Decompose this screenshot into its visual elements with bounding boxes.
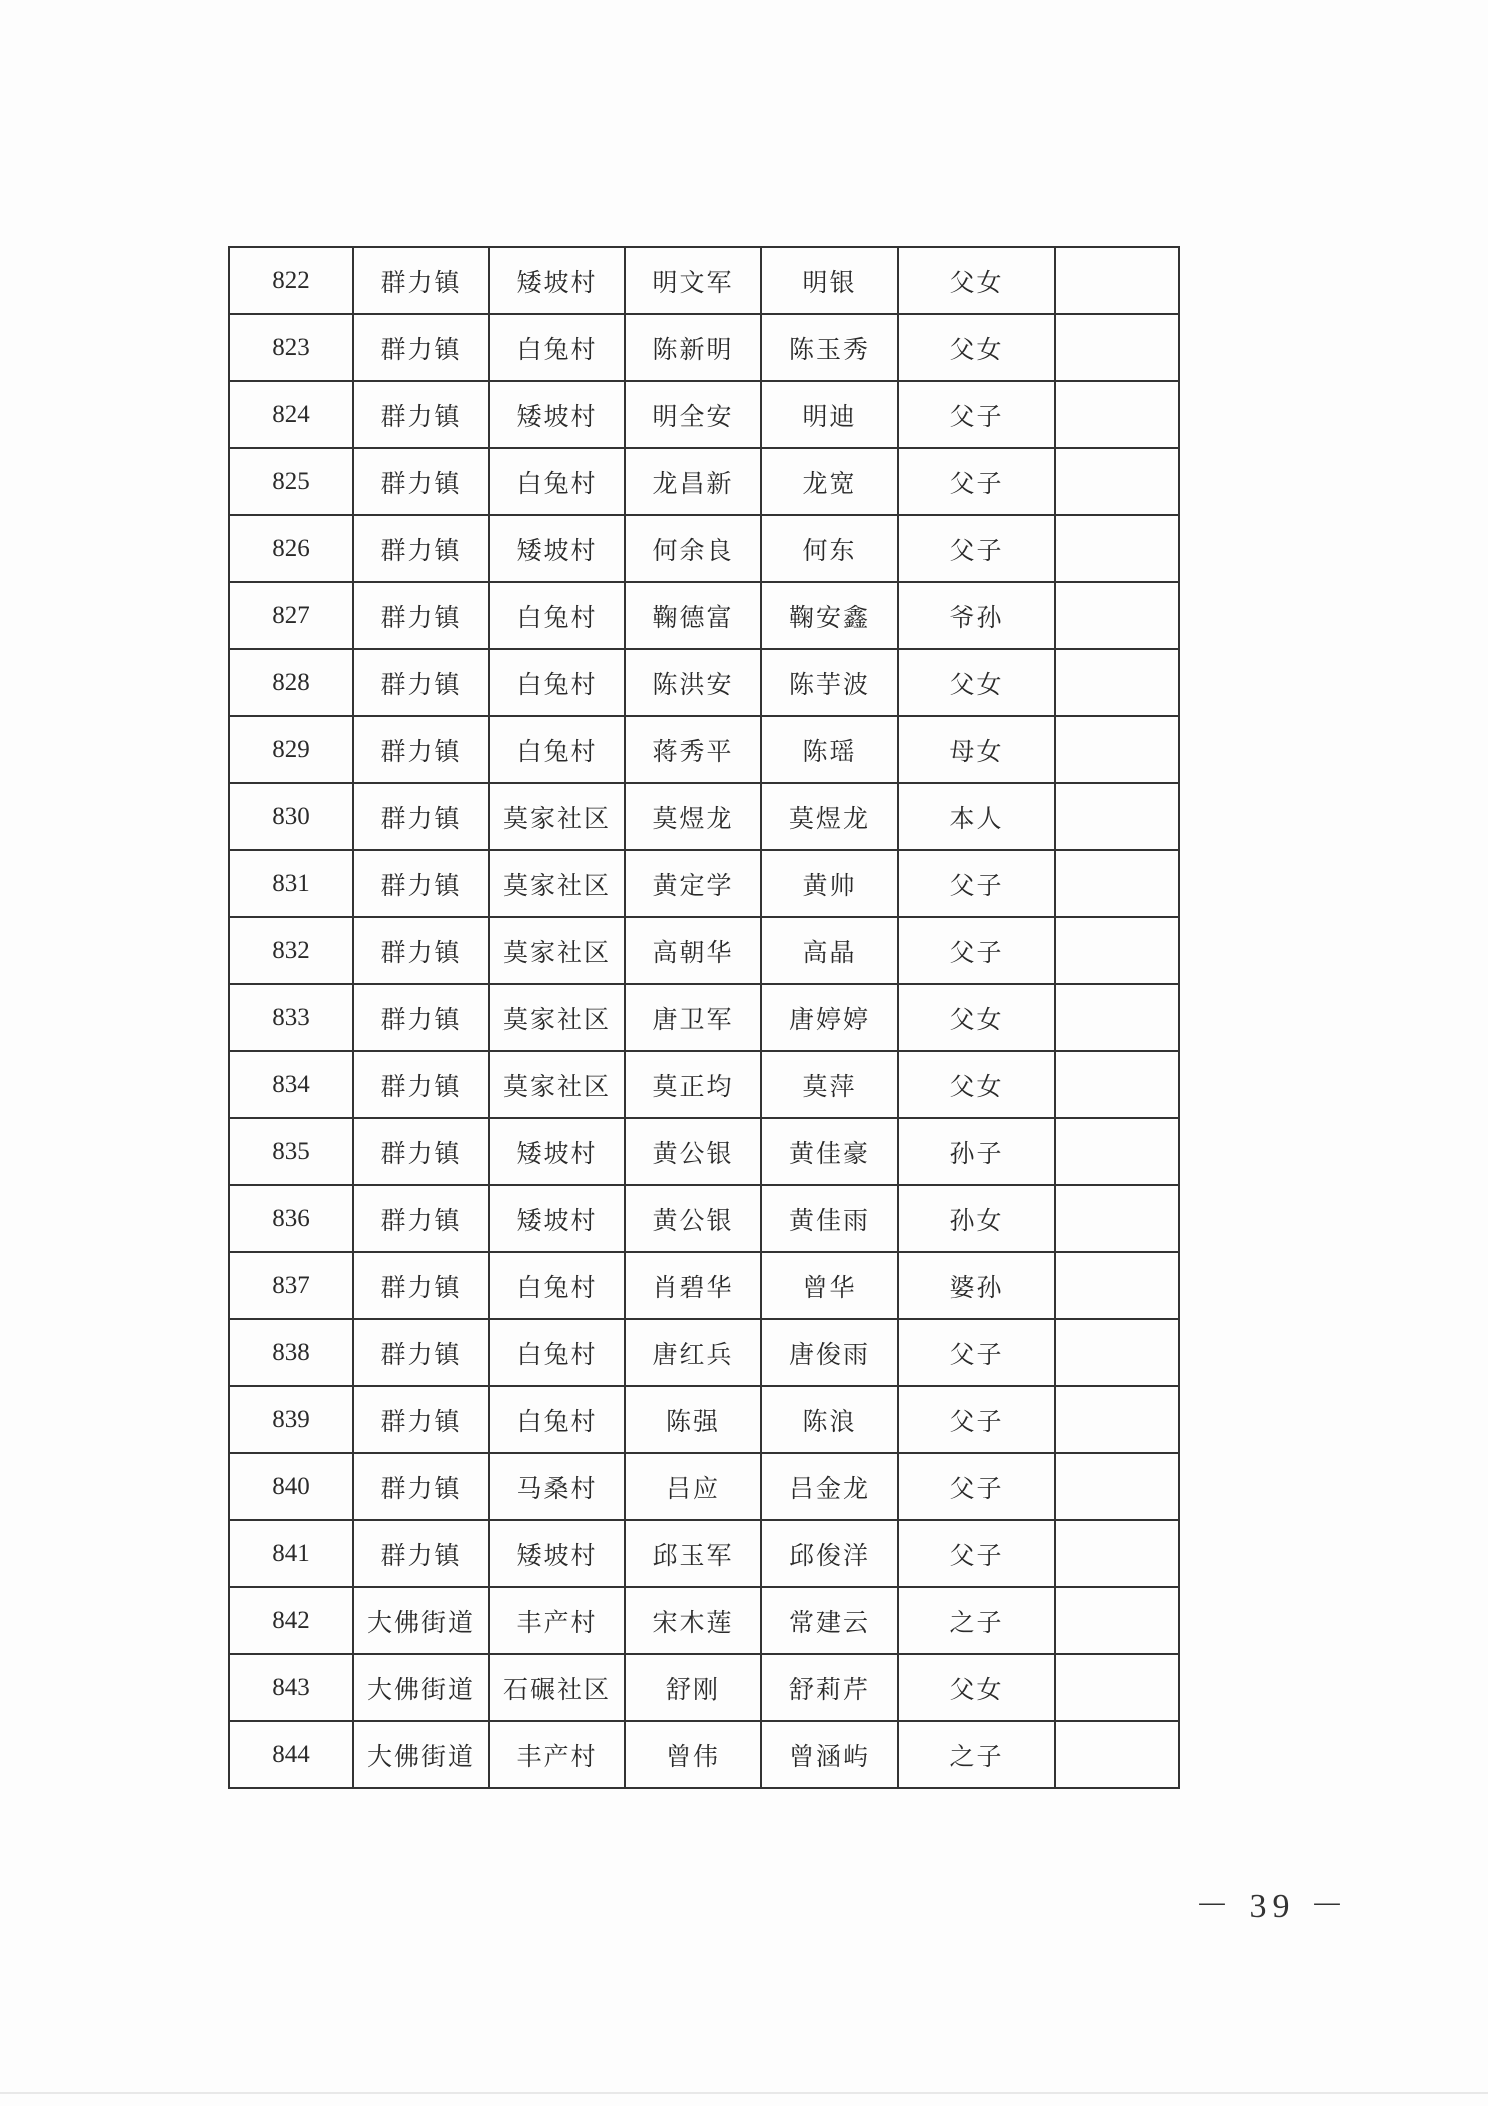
town-cell: 群力镇 [353, 582, 489, 649]
row-number-cell: 823 [229, 314, 353, 381]
remark-cell [1055, 1118, 1179, 1185]
relationship-cell: 父女 [898, 247, 1055, 314]
beneficiary-cell: 邱俊洋 [761, 1520, 898, 1587]
row-number-cell: 844 [229, 1721, 353, 1788]
village-cell: 莫家社区 [489, 783, 625, 850]
relationship-cell: 本人 [898, 783, 1055, 850]
relationship-cell: 孙女 [898, 1185, 1055, 1252]
remark-cell [1055, 381, 1179, 448]
relationship-cell: 父女 [898, 1654, 1055, 1721]
town-cell: 群力镇 [353, 515, 489, 582]
town-cell: 大佛街道 [353, 1721, 489, 1788]
table-row [229, 1185, 1179, 1252]
table-row [229, 850, 1179, 917]
town-cell: 群力镇 [353, 984, 489, 1051]
table-row [229, 1721, 1179, 1788]
applicant-cell: 邱玉军 [625, 1520, 761, 1587]
relationship-cell: 父子 [898, 1386, 1055, 1453]
row-number-cell: 836 [229, 1185, 353, 1252]
row-number-cell: 825 [229, 448, 353, 515]
town-cell: 群力镇 [353, 716, 489, 783]
remark-cell [1055, 1319, 1179, 1386]
town-cell: 群力镇 [353, 448, 489, 515]
table-row [229, 984, 1179, 1051]
applicant-cell: 宋木莲 [625, 1587, 761, 1654]
village-cell: 石碾社区 [489, 1654, 625, 1721]
row-number-cell: 830 [229, 783, 353, 850]
remark-cell [1055, 649, 1179, 716]
row-number-cell: 829 [229, 716, 353, 783]
row-number-cell: 841 [229, 1520, 353, 1587]
village-cell: 白兔村 [489, 314, 625, 381]
town-cell: 群力镇 [353, 783, 489, 850]
village-cell: 白兔村 [489, 716, 625, 783]
page-number: － 39 － [1195, 1888, 1350, 1925]
beneficiary-cell: 舒莉芹 [761, 1654, 898, 1721]
remark-cell [1055, 515, 1179, 582]
remark-cell [1055, 1587, 1179, 1654]
applicant-cell: 莫正均 [625, 1051, 761, 1118]
roster-table [228, 246, 1180, 1789]
town-cell: 群力镇 [353, 314, 489, 381]
beneficiary-cell: 黄佳豪 [761, 1118, 898, 1185]
row-number-cell: 824 [229, 381, 353, 448]
relationship-cell: 孙子 [898, 1118, 1055, 1185]
table-row [229, 448, 1179, 515]
applicant-cell: 龙昌新 [625, 448, 761, 515]
town-cell: 群力镇 [353, 1185, 489, 1252]
town-cell: 群力镇 [353, 649, 489, 716]
village-cell: 白兔村 [489, 649, 625, 716]
row-number-cell: 826 [229, 515, 353, 582]
beneficiary-cell: 莫萍 [761, 1051, 898, 1118]
beneficiary-cell: 唐俊雨 [761, 1319, 898, 1386]
applicant-cell: 唐红兵 [625, 1319, 761, 1386]
applicant-cell: 吕应 [625, 1453, 761, 1520]
applicant-cell: 陈强 [625, 1386, 761, 1453]
relationship-cell: 之子 [898, 1721, 1055, 1788]
relationship-cell: 父女 [898, 649, 1055, 716]
relationship-cell: 父子 [898, 448, 1055, 515]
remark-cell [1055, 783, 1179, 850]
beneficiary-cell: 陈瑶 [761, 716, 898, 783]
village-cell: 矮坡村 [489, 1185, 625, 1252]
table-row [229, 1453, 1179, 1520]
remark-cell [1055, 1721, 1179, 1788]
village-cell: 矮坡村 [489, 247, 625, 314]
applicant-cell: 莫煜龙 [625, 783, 761, 850]
table-row [229, 247, 1179, 314]
beneficiary-cell: 高晶 [761, 917, 898, 984]
relationship-cell: 母女 [898, 716, 1055, 783]
applicant-cell: 黄公银 [625, 1118, 761, 1185]
row-number-cell: 831 [229, 850, 353, 917]
beneficiary-cell: 明银 [761, 247, 898, 314]
table-row [229, 1386, 1179, 1453]
table-row [229, 1118, 1179, 1185]
table-row [229, 649, 1179, 716]
row-number-cell: 834 [229, 1051, 353, 1118]
table-row [229, 1654, 1179, 1721]
village-cell: 丰产村 [489, 1587, 625, 1654]
village-cell: 白兔村 [489, 1386, 625, 1453]
row-number-cell: 837 [229, 1252, 353, 1319]
remark-cell [1055, 247, 1179, 314]
page-edge-rule [0, 2092, 1488, 2094]
village-cell: 莫家社区 [489, 850, 625, 917]
beneficiary-cell: 黄佳雨 [761, 1185, 898, 1252]
remark-cell [1055, 1453, 1179, 1520]
village-cell: 矮坡村 [489, 1520, 625, 1587]
applicant-cell: 肖碧华 [625, 1252, 761, 1319]
town-cell: 群力镇 [353, 1319, 489, 1386]
applicant-cell: 何余良 [625, 515, 761, 582]
applicant-cell: 明全安 [625, 381, 761, 448]
village-cell: 马桑村 [489, 1453, 625, 1520]
applicant-cell: 黄定学 [625, 850, 761, 917]
row-number-cell: 828 [229, 649, 353, 716]
village-cell: 矮坡村 [489, 515, 625, 582]
applicant-cell: 黄公银 [625, 1185, 761, 1252]
relationship-cell: 父子 [898, 1319, 1055, 1386]
row-number-cell: 842 [229, 1587, 353, 1654]
village-cell: 莫家社区 [489, 984, 625, 1051]
applicant-cell: 鞠德富 [625, 582, 761, 649]
beneficiary-cell: 鞠安鑫 [761, 582, 898, 649]
town-cell: 群力镇 [353, 247, 489, 314]
row-number-cell: 838 [229, 1319, 353, 1386]
remark-cell [1055, 1252, 1179, 1319]
applicant-cell: 曾伟 [625, 1721, 761, 1788]
relationship-cell: 父女 [898, 984, 1055, 1051]
table-row [229, 381, 1179, 448]
beneficiary-cell: 常建云 [761, 1587, 898, 1654]
town-cell: 群力镇 [353, 1118, 489, 1185]
table-row [229, 1587, 1179, 1654]
table-row [229, 1252, 1179, 1319]
beneficiary-cell: 龙宽 [761, 448, 898, 515]
applicant-cell: 蒋秀平 [625, 716, 761, 783]
relationship-cell: 父子 [898, 1453, 1055, 1520]
remark-cell [1055, 448, 1179, 515]
table-row [229, 1319, 1179, 1386]
table-row [229, 716, 1179, 783]
applicant-cell: 陈新明 [625, 314, 761, 381]
row-number-cell: 843 [229, 1654, 353, 1721]
row-number-cell: 833 [229, 984, 353, 1051]
beneficiary-cell: 曾涵屿 [761, 1721, 898, 1788]
roster-body [229, 247, 1179, 1788]
row-number-cell: 822 [229, 247, 353, 314]
remark-cell [1055, 917, 1179, 984]
village-cell: 白兔村 [489, 582, 625, 649]
beneficiary-cell: 黄帅 [761, 850, 898, 917]
town-cell: 大佛街道 [353, 1654, 489, 1721]
applicant-cell: 明文军 [625, 247, 761, 314]
village-cell: 白兔村 [489, 1319, 625, 1386]
remark-cell [1055, 1051, 1179, 1118]
relationship-cell: 父子 [898, 515, 1055, 582]
town-cell: 大佛街道 [353, 1587, 489, 1654]
remark-cell [1055, 850, 1179, 917]
relationship-cell: 父子 [898, 1520, 1055, 1587]
relationship-cell: 父子 [898, 850, 1055, 917]
row-number-cell: 840 [229, 1453, 353, 1520]
beneficiary-cell: 吕金龙 [761, 1453, 898, 1520]
beneficiary-cell: 陈浪 [761, 1386, 898, 1453]
relationship-cell: 之子 [898, 1587, 1055, 1654]
remark-cell [1055, 1185, 1179, 1252]
remark-cell [1055, 582, 1179, 649]
remark-cell [1055, 1654, 1179, 1721]
beneficiary-cell: 曾华 [761, 1252, 898, 1319]
town-cell: 群力镇 [353, 917, 489, 984]
row-number-cell: 832 [229, 917, 353, 984]
beneficiary-cell: 陈玉秀 [761, 314, 898, 381]
relationship-cell: 婆孙 [898, 1252, 1055, 1319]
beneficiary-cell: 陈芋波 [761, 649, 898, 716]
relationship-cell: 父女 [898, 314, 1055, 381]
village-cell: 白兔村 [489, 448, 625, 515]
town-cell: 群力镇 [353, 1252, 489, 1319]
town-cell: 群力镇 [353, 850, 489, 917]
row-number-cell: 827 [229, 582, 353, 649]
remark-cell [1055, 314, 1179, 381]
remark-cell [1055, 1520, 1179, 1587]
applicant-cell: 舒刚 [625, 1654, 761, 1721]
village-cell: 莫家社区 [489, 917, 625, 984]
remark-cell [1055, 984, 1179, 1051]
beneficiary-cell: 何东 [761, 515, 898, 582]
village-cell: 矮坡村 [489, 381, 625, 448]
table-row [229, 515, 1179, 582]
relationship-cell: 父子 [898, 381, 1055, 448]
beneficiary-cell: 唐婷婷 [761, 984, 898, 1051]
table-row [229, 1051, 1179, 1118]
remark-cell [1055, 716, 1179, 783]
village-cell: 白兔村 [489, 1252, 625, 1319]
town-cell: 群力镇 [353, 381, 489, 448]
remark-cell [1055, 1386, 1179, 1453]
applicant-cell: 唐卫军 [625, 984, 761, 1051]
relationship-cell: 父子 [898, 917, 1055, 984]
town-cell: 群力镇 [353, 1520, 489, 1587]
row-number-cell: 835 [229, 1118, 353, 1185]
row-number-cell: 839 [229, 1386, 353, 1453]
beneficiary-cell: 明迪 [761, 381, 898, 448]
town-cell: 群力镇 [353, 1051, 489, 1118]
village-cell: 矮坡村 [489, 1118, 625, 1185]
table-row [229, 1520, 1179, 1587]
relationship-cell: 父女 [898, 1051, 1055, 1118]
table-row [229, 917, 1179, 984]
town-cell: 群力镇 [353, 1386, 489, 1453]
applicant-cell: 陈洪安 [625, 649, 761, 716]
relationship-cell: 爷孙 [898, 582, 1055, 649]
town-cell: 群力镇 [353, 1453, 489, 1520]
beneficiary-cell: 莫煜龙 [761, 783, 898, 850]
applicant-cell: 高朝华 [625, 917, 761, 984]
table-row [229, 783, 1179, 850]
village-cell: 丰产村 [489, 1721, 625, 1788]
table-row [229, 314, 1179, 381]
village-cell: 莫家社区 [489, 1051, 625, 1118]
table-row [229, 582, 1179, 649]
